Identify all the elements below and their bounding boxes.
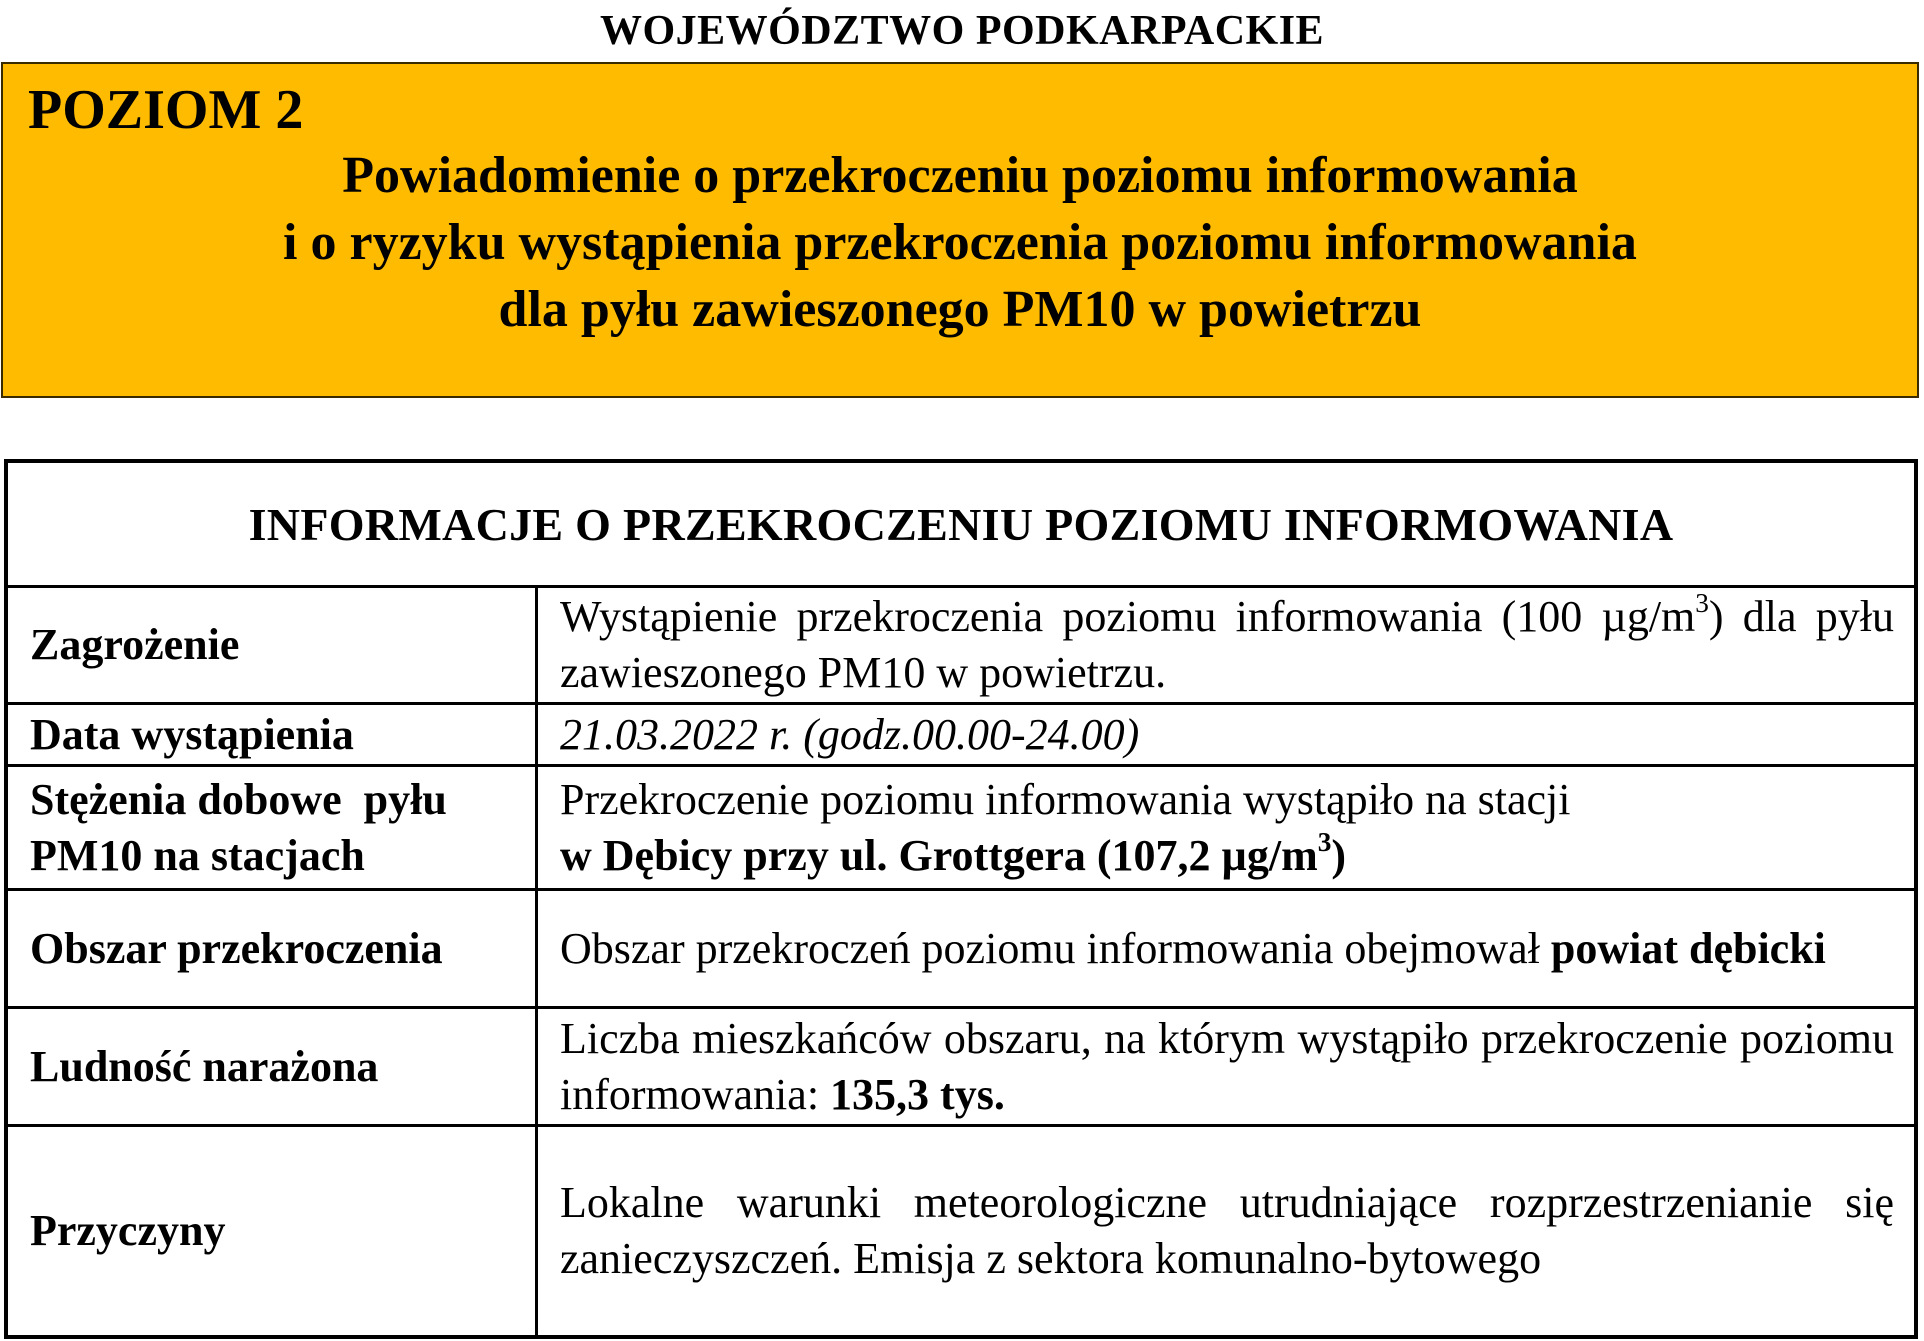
concentration-station: w Dębicy przy ul. Grottgera (107,2 µg/m — [560, 830, 1318, 880]
threat-text: Wystąpienie przekroczenia poziomu informowania (100 µg/m — [560, 592, 1696, 641]
notice-line-1: Powiadomienie o przekroczeniu poziomu informowania — [342, 147, 1578, 204]
row-value-causes — [538, 1127, 1914, 1335]
row-label-population: Ludność narażona — [8, 1009, 538, 1124]
row-label-threat: Zagrożenie — [8, 588, 538, 702]
table-row-causes — [8, 1127, 1914, 1335]
table-row-population — [8, 1009, 1914, 1127]
row-label-concentration — [8, 767, 538, 888]
table-row-threat — [8, 588, 1914, 705]
table-row-date — [8, 705, 1914, 767]
row-label-area: Obszar przekroczenia — [8, 891, 538, 1006]
level-label: POZIOM 2 — [28, 79, 304, 141]
row-value-threat — [538, 588, 1914, 702]
date-text: 21.03.2022 r. (godz.00.00-24.00) — [560, 709, 1140, 759]
unit-superscript: 3 — [1695, 587, 1709, 618]
row-value-population — [538, 1009, 1914, 1124]
info-table — [4, 459, 1918, 1339]
population-count: 135,3 tys. — [830, 1069, 1005, 1119]
notice-line-3: dla pyłu zawieszonego PM10 w powietrzu — [498, 281, 1422, 338]
concentration-text: Przekroczenie poziomu informowania wystąpiło na stacji — [560, 774, 1571, 824]
concentration-label-line-1: Stężenia dobowe pyłu — [30, 774, 447, 824]
row-value-date — [538, 705, 1914, 764]
unit-superscript: 3 — [1317, 826, 1332, 857]
region-title: WOJEWÓDZTWO PODKARPACKIE — [599, 8, 1325, 54]
row-label-date: Data wystąpienia — [8, 705, 538, 764]
causes-text: Lokalne warunki meteorologiczne utrudniające rozprzestrzenianie się zanieczyszczeń. Emisja z sektora komunalno-bytowego — [560, 1178, 1894, 1283]
level-banner — [1, 62, 1919, 398]
table-header: INFORMACJE O PRZEKROCZENIU POZIOMU INFORMOWANIA — [8, 463, 1914, 588]
row-value-concentration — [538, 767, 1914, 888]
row-label-causes: Przyczyny — [8, 1127, 538, 1335]
row-value-area — [538, 891, 1914, 1006]
population-text: Liczba mieszkańców obszaru, na którym wystąpiło przekroczenie poziomu informowania: — [560, 1013, 1894, 1119]
concentration-label-line-2: PM10 na stacjach — [30, 830, 365, 880]
area-text: Obszar przekroczeń poziomu informowania obejmował — [560, 923, 1551, 973]
notice-line-2: i o ryzyku wystąpienia przekroczenia poziomu informowania — [283, 214, 1637, 271]
concentration-station-tail: ) — [1331, 830, 1347, 880]
area-county: powiat dębicki — [1550, 923, 1826, 973]
table-row-concentration — [8, 767, 1914, 891]
threat-text-tail: ) dla pyłu zawieszonego PM10 w powietrzu. — [560, 592, 1894, 697]
table-row-area — [8, 891, 1914, 1009]
notice-title — [3, 142, 1917, 343]
